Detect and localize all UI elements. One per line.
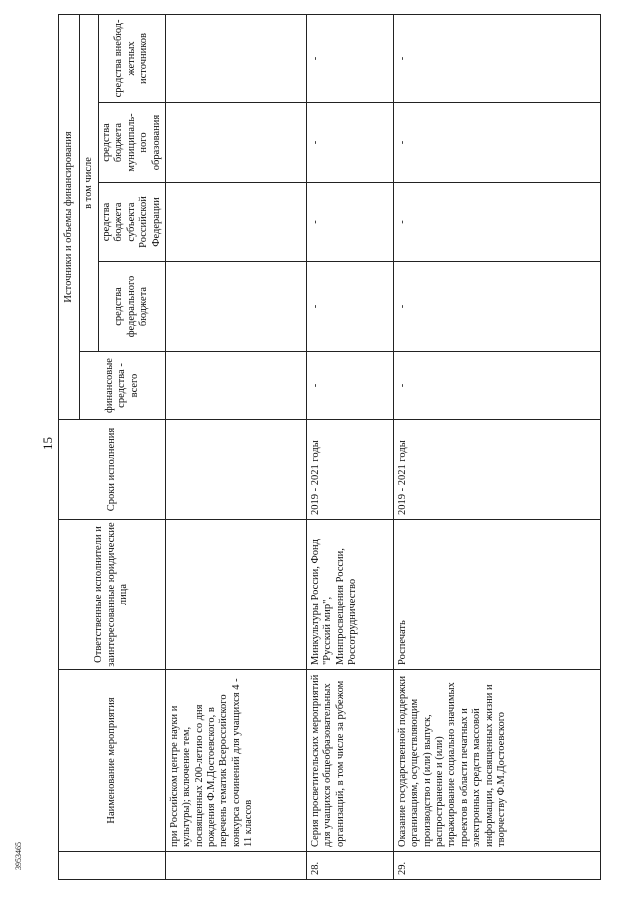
header-subject: средства бюджета субъекта Российской Федерации xyxy=(99,183,166,262)
cell-name: при Российском центре науки и культуры); включение тем, посвященных 200-летию со дня рождения Ф.М.Достоевского, в перечень тематик Всероссийского конкурса сочинений для учащихся 4 - 11 классов xyxy=(165,670,306,852)
cell-total: - xyxy=(306,352,393,420)
financing-table xyxy=(58,14,601,880)
page-number: 15 xyxy=(40,437,55,450)
cell-federal xyxy=(165,262,306,352)
cell-number: 28. xyxy=(306,852,393,880)
header-executors: Ответственные исполнители и заинтересованные юридические лица xyxy=(59,520,166,670)
document-code: 3953465 xyxy=(14,842,23,870)
cell-extrabudget: - xyxy=(306,14,393,102)
cell-number xyxy=(165,852,306,880)
cell-executors: Минкультуры России, Фонд "Русский мир", Минпросвещения России, Россотрудничество xyxy=(306,520,393,670)
header-including: в том числе xyxy=(80,14,99,351)
cell-subject: - xyxy=(393,183,600,262)
header-name: Наименование мероприятия xyxy=(59,670,166,852)
cell-municipal: - xyxy=(393,103,600,183)
header-terms: Сроки исполнения xyxy=(59,420,166,520)
table-row xyxy=(306,14,393,879)
cell-executors xyxy=(165,520,306,670)
cell-total: - xyxy=(393,352,600,420)
header-total: финансовые средства - всего xyxy=(80,352,166,420)
table-row xyxy=(393,14,600,879)
cell-municipal xyxy=(165,103,306,183)
cell-subject xyxy=(165,183,306,262)
cell-terms: 2019 - 2021 годы xyxy=(306,420,393,520)
header-federal: средства федерального бюджета xyxy=(99,262,166,352)
cell-subject: - xyxy=(306,183,393,262)
rotated-table-container xyxy=(58,15,638,880)
cell-municipal: - xyxy=(306,103,393,183)
cell-federal: - xyxy=(393,262,600,352)
header-sources-group: Источники и объемы финансирования xyxy=(59,14,80,419)
cell-name: Серия просветительских мероприятий для учащихся общеобразовательных организаций, в том числе за рубежом xyxy=(306,670,393,852)
header-municipal: средства бюджета муниципаль-ного образования xyxy=(99,103,166,183)
table-row xyxy=(165,14,306,879)
cell-number: 29. xyxy=(393,852,600,880)
cell-total xyxy=(165,352,306,420)
cell-extrabudget: - xyxy=(393,14,600,102)
cell-extrabudget xyxy=(165,14,306,102)
cell-terms: 2019 - 2021 годы xyxy=(393,420,600,520)
cell-terms xyxy=(165,420,306,520)
header-number xyxy=(59,852,166,880)
cell-name: Оказание государственной поддержки организациям, осуществляющим производство и (или) выпуск, распространение и (или) тиражирование социально значимых проектов в области печатных и электронных средств массовой информации, посвященных жизни и творчеству Ф.М.Достоевского xyxy=(393,670,600,852)
header-extrabudget: средства внебюд-жетных источников xyxy=(99,14,166,102)
cell-federal: - xyxy=(306,262,393,352)
cell-executors: Роспечать xyxy=(393,520,600,670)
